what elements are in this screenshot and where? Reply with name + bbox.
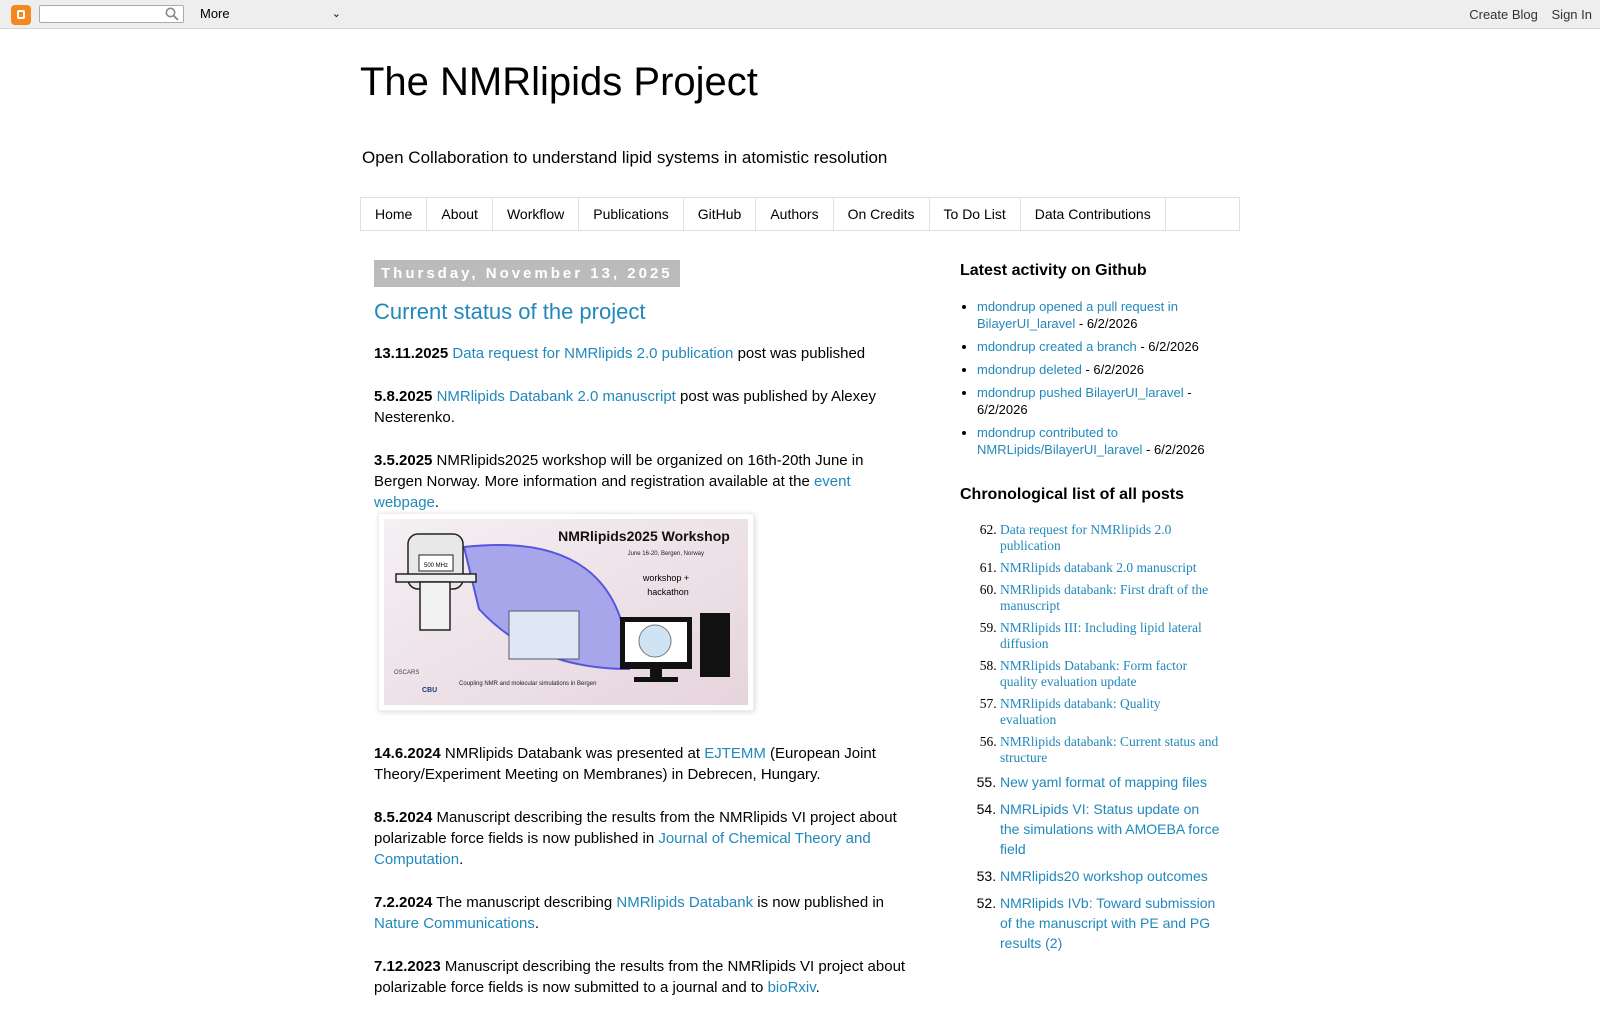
chrono-post-item (1000, 620, 1220, 652)
activity-date: - 6/2/2026 (1081, 362, 1144, 377)
poster-tag2: hackathon (647, 587, 689, 597)
chrono-post-item (1000, 772, 1220, 792)
item-text: (European Joint Theory/Experiment Meeting on Membranes) in Debrecen, Hungary. (374, 745, 876, 783)
activity-link[interactable]: mdondrup pushed BilayerUI_laravel (977, 385, 1184, 400)
magnet-label: 500 MHz (423, 563, 449, 569)
workshop-poster (384, 519, 748, 705)
tab-to-do-list[interactable]: To Do List (930, 198, 1021, 230)
chrono-post-link[interactable]: NMRlipids databank: First draft of the manuscript (1000, 582, 1209, 613)
post-item (374, 892, 914, 934)
item-date: 3.5.2025 (374, 452, 433, 469)
chrono-post-item (1000, 582, 1220, 614)
post-body (374, 343, 914, 998)
sign-in-link[interactable]: Sign In (1551, 7, 1592, 22)
post-item (374, 450, 914, 513)
chrono-post-link[interactable]: NMRlipids III: Including lipid lateral diffusion (1000, 620, 1202, 651)
activity-link[interactable]: mdondrup created a branch (977, 339, 1137, 354)
poster-title: NMRlipids2025 Workshop (558, 528, 730, 544)
more-label: More (200, 6, 230, 21)
item-text: . (534, 915, 540, 932)
poster-caption: Coupling NMR and molecular simulations in Bergen (459, 681, 597, 687)
tab-on-credits[interactable]: On Credits (834, 198, 930, 230)
item-link[interactable]: bioRxiv (767, 979, 816, 996)
post-item (374, 807, 914, 870)
activity-item (977, 424, 1220, 458)
activity-date: - 6/2/2026 (1075, 316, 1138, 331)
blogger-navbar (0, 0, 1600, 29)
blog-title[interactable]: The NMRlipids Project (360, 60, 758, 104)
tab-authors[interactable]: Authors (756, 198, 833, 230)
oscars-logo: OSCARS (394, 670, 420, 676)
tab-about[interactable]: About (427, 198, 493, 230)
item-text: . (815, 979, 820, 996)
item-date: 5.8.2025 (374, 388, 433, 405)
tab-data-contributions[interactable]: Data Contributions (1021, 198, 1166, 230)
search-icon[interactable] (164, 6, 180, 22)
chrono-post-item (1000, 560, 1220, 576)
item-link[interactable]: Journal of Chemical Theory and Computation (374, 830, 871, 868)
item-date: 14.6.2024 (374, 745, 441, 762)
create-blog-link[interactable]: Create Blog (1469, 7, 1538, 22)
tab-home[interactable]: Home (361, 198, 427, 230)
chrono-post-link[interactable]: NMRLipids VI: Status update on the simulations with AMOEBA force field (1000, 801, 1220, 857)
cbu-logo: CBU (422, 687, 438, 694)
item-link[interactable]: Data request for NMRlipids 2.0 publication (452, 345, 734, 362)
chrono-post-link[interactable]: NMRlipids IVb: Toward submission of the manuscript with PE and PG results (2) (1000, 895, 1216, 951)
activity-item (977, 338, 1220, 355)
poster-tag1: workshop + (642, 573, 690, 583)
item-text: post was published by Alexey Nesterenko. (374, 388, 876, 426)
chrono-post-item (1000, 658, 1220, 690)
item-link[interactable]: EJTEMM (704, 745, 766, 762)
post-item (374, 956, 914, 998)
item-text: is now published in (753, 894, 885, 911)
post-item (374, 343, 914, 364)
activity-item (977, 361, 1220, 378)
chrono-post-item (1000, 522, 1220, 554)
activity-date: - 6/2/2026 (1136, 339, 1199, 354)
github-activity-title: Latest activity on Github (960, 262, 1147, 279)
blog-description: Open Collaboration to understand lipid systems in atomistic resolution (362, 148, 888, 167)
chrono-post-item (1000, 696, 1220, 728)
tab-publications[interactable]: Publications (579, 198, 684, 230)
chrono-post-item (1000, 734, 1220, 766)
activity-item (977, 298, 1220, 332)
activity-link[interactable]: mdondrup deleted (977, 362, 1082, 377)
item-text: Manuscript describing the results from the NMRlipids VI project about polarizable force fields is now submitted to a journal and to (374, 958, 906, 996)
chrono-post-link[interactable]: NMRlipids databank: Quality evaluation (1000, 696, 1161, 727)
item-link[interactable]: event webpage (374, 473, 851, 511)
item-text: . (434, 494, 440, 511)
chrono-post-link[interactable]: Data request for NMRlipids 2.0 publication (1000, 522, 1172, 553)
item-date: 13.11.2025 (374, 345, 449, 362)
chrono-post-link[interactable]: NMRlipids Databank: Form factor quality evaluation update (1000, 658, 1188, 689)
tab-workflow[interactable]: Workflow (493, 198, 579, 230)
item-text: Manuscript describing the results from the NMRlipids VI project about polarizable force fields is now published in (374, 809, 897, 847)
item-date: 8.5.2024 (374, 809, 433, 826)
chrono-post-item (1000, 866, 1220, 886)
item-text: . (459, 851, 464, 868)
chrono-post-link[interactable]: NMRlipids databank: Current status and structure (1000, 734, 1219, 765)
blogger-logo-icon[interactable] (11, 5, 31, 25)
activity-link[interactable]: mdondrup opened a pull request in BilayerUI_laravel (977, 299, 1178, 331)
main-column (374, 260, 914, 1020)
activity-date: - 6/2/2026 (977, 385, 1192, 417)
item-text: The manuscript describing (432, 894, 617, 911)
item-text: post was published (733, 345, 866, 362)
item-text: NMRlipids Databank was presented at (440, 745, 705, 762)
post-item (374, 743, 914, 785)
chrono-post-item (1000, 799, 1220, 859)
chrono-post-item (1000, 893, 1220, 953)
activity-link[interactable]: mdondrup contributed to NMRLipids/BilayerUI_laravel (977, 425, 1143, 457)
post-title[interactable]: Current status of the project (374, 299, 646, 324)
more-dropdown[interactable] (200, 4, 345, 24)
sidebar (960, 262, 1220, 960)
item-link[interactable]: NMRlipids Databank 2.0 manuscript (436, 388, 676, 405)
post-item (374, 386, 914, 428)
item-text: NMRlipids2025 workshop will be organized on 16th-20th June in Bergen Norway. More information and registration available at the (374, 452, 864, 490)
chronological-list-title: Chronological list of all posts (960, 486, 1185, 503)
item-link[interactable]: NMRlipids Databank (616, 894, 754, 911)
pages-tabs (360, 197, 1240, 231)
post-date-header: Thursday, November 13, 2025 (374, 260, 680, 287)
chrono-post-link[interactable]: NMRlipids databank 2.0 manuscript (1000, 560, 1197, 575)
item-date: 7.12.2023 (374, 958, 441, 975)
item-date: 7.2.2024 (374, 894, 433, 911)
chevron-down-icon: ⌄ (331, 8, 341, 20)
activity-item (977, 384, 1220, 418)
blog-search-input[interactable] (39, 5, 184, 23)
tab-github[interactable]: GitHub (684, 198, 757, 230)
chrono-post-link[interactable]: NMRlipids20 workshop outcomes (1000, 868, 1208, 884)
chronological-post-list (960, 522, 1220, 953)
item-link[interactable]: Nature Communications (374, 915, 535, 932)
poster-subtitle: June 16-20, Bergen, Norway (627, 551, 704, 557)
activity-date: - 6/2/2026 (1142, 442, 1205, 457)
github-activity-list (960, 298, 1220, 458)
chrono-post-link[interactable]: New yaml format of mapping files (1000, 774, 1207, 790)
workshop-poster-image[interactable] (378, 513, 754, 711)
